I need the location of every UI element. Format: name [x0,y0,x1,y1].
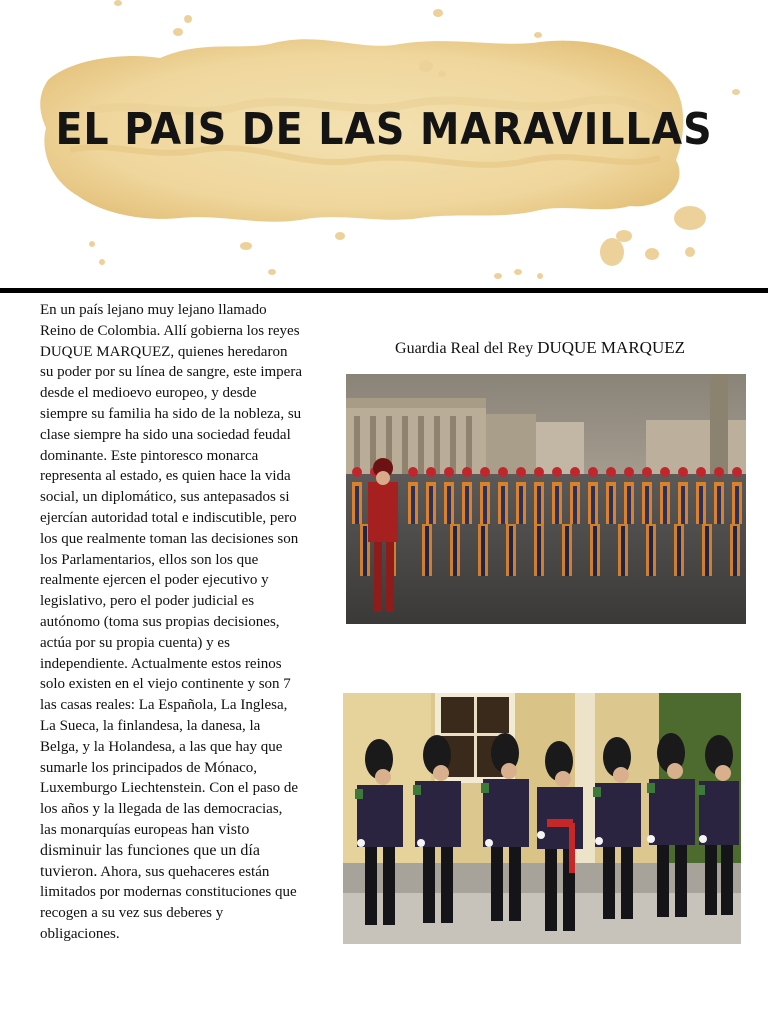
article-text-part2: , quienes heredaron su poder por su línea de sangre, este impera desde el medioevo europeo, y desde siempre su familia ha sido de la nobleza, su clase siempre ha sido una sociedad feudal dominante. Este pintoresco monarca representa al estado, es quien hace la vida social, un diplomático, sus antepasados si ejercían autoridad total e indiscutible, pero los que realmente toman las decisiones son los Parlamentarios, ellos son los que realmente ejercen el poder ejecutivo y legislativo, pero el poder judicial es autónomo (toma sus propias decisiones, actúa por su propia cuenta) y es independiente. Actualmente estos reinos solo existen en el viejo continente y son 7 las casas reales: La Española, La Inglesa, La Sueca, la finlandesa, la danesa, la Belga, y la Holandesa, a las que hay que sumarle los principados de Mónaco, Luxemburgo Liechtenstein. Con el paso de los años y la llegada de las democracias, las monarquías europeas [40,343,302,838]
article-body [40,300,302,945]
caption-name: DUQUE MARQUEZ [537,338,685,357]
header-banner [0,0,768,288]
photo-caption [340,338,740,358]
page-title: EL PAIS DE LAS MARAVILLAS [55,104,713,155]
honor-guard-photo [343,693,741,944]
swiss-guard-parade-photo [346,374,746,624]
header-divider [0,288,768,293]
king-name: DUQUE MARQUEZ [40,343,171,360]
article-emphasis: han visto disminuir las funciones que un día tuvieron. [40,820,260,880]
caption-prefix: Guardia Real del Rey [395,340,538,357]
article-text-part1: En un país lejano muy lejano llamado Reino de Colombia. Allí gobierna los reyes [40,302,300,339]
article-text-part3: Ahora, sus quehaceres están limitados por modernas constituciones que recogen a su vez sus deberes y obligaciones. [40,863,297,942]
